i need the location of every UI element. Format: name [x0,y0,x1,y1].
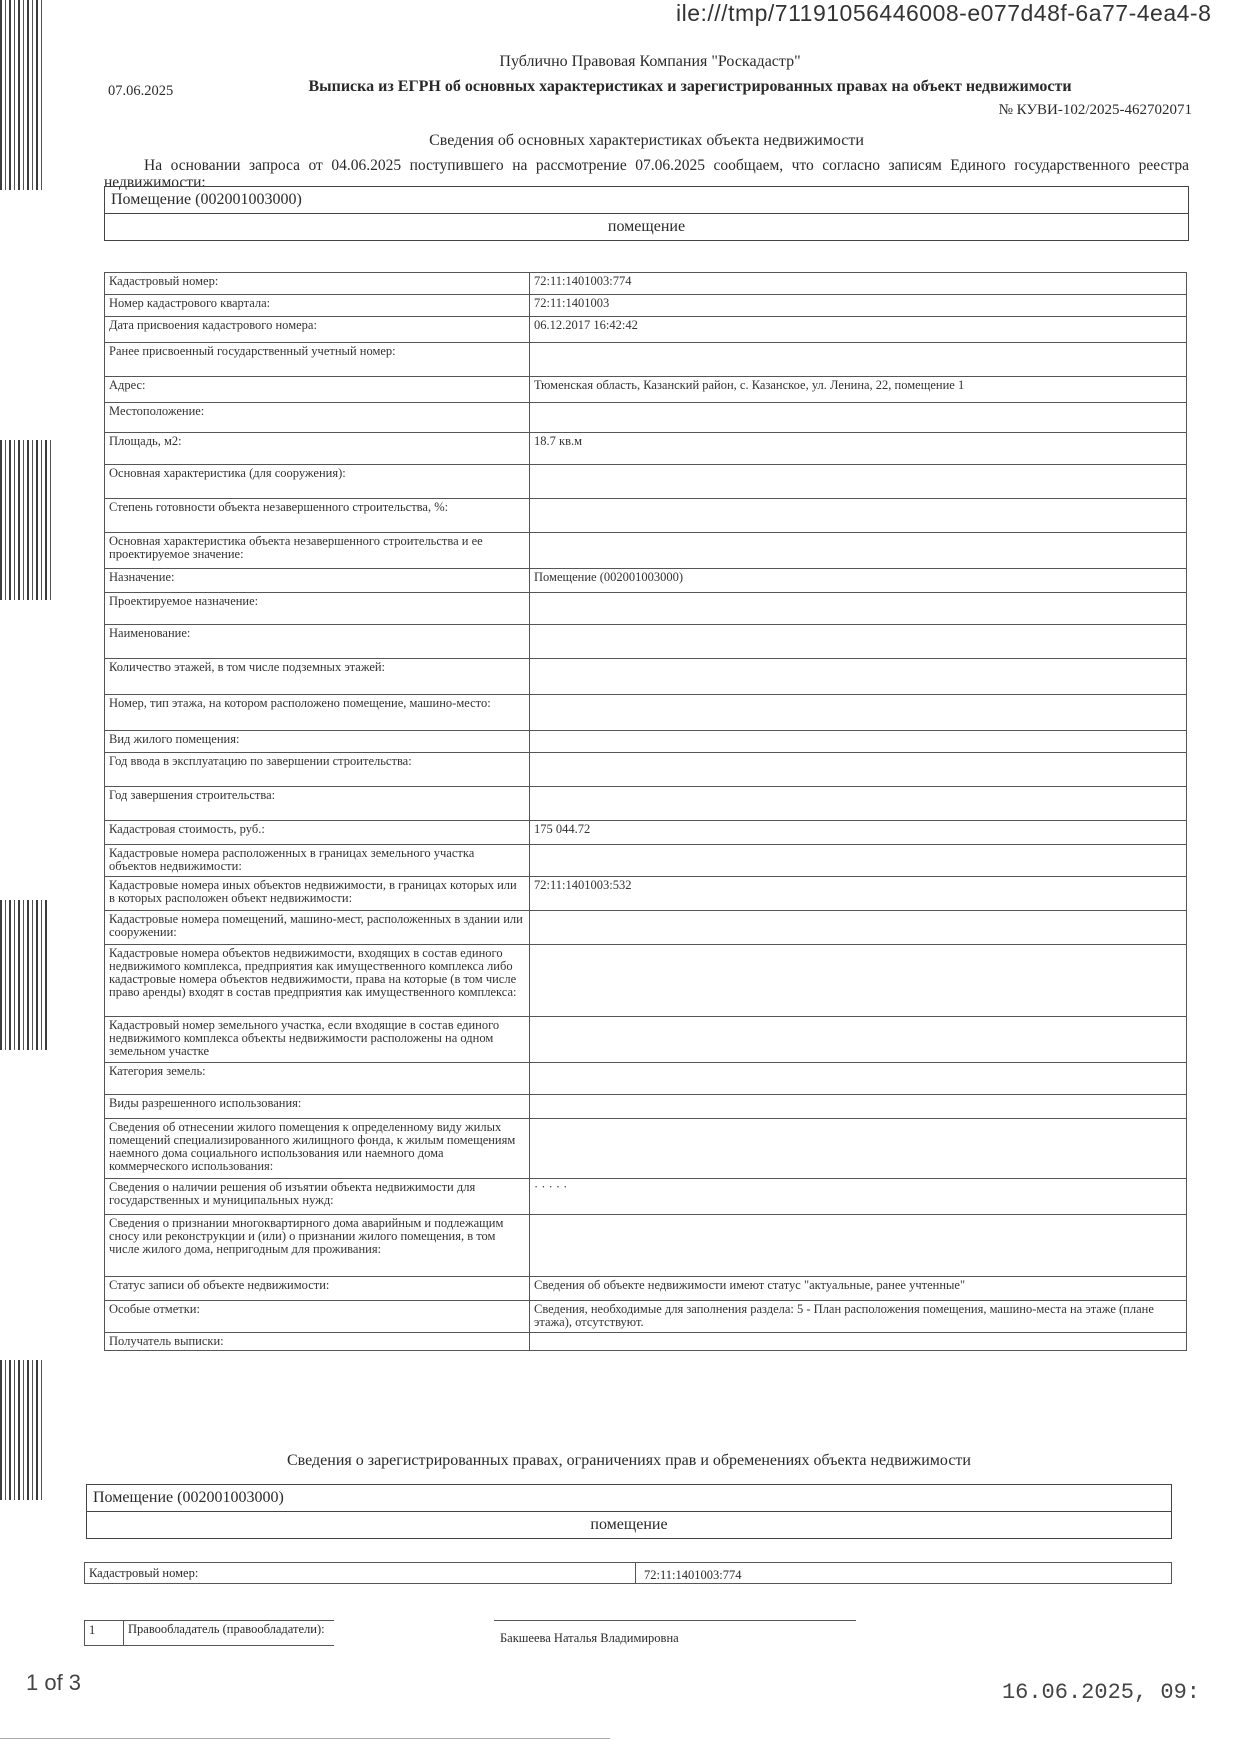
property-label: Год ввода в эксплуатацию по завершении строительства: [105,753,530,787]
property-row [105,659,1187,695]
property-value: 06.12.2017 16:42:42 [530,317,1187,343]
property-value [530,625,1187,659]
property-label: Дата присвоения кадастрового номера: [105,317,530,343]
property-value: Сведения, необходимые для заполнения раздела: 5 - План расположения помещения, машино-места на этаже (плане этажа), отсутствуют. [530,1301,1187,1333]
property-label: Проектируемое назначение: [105,593,530,625]
property-row [105,343,1187,377]
property-value [530,731,1187,753]
property-label: Виды разрешенного использования: [105,1095,530,1119]
property-label: Вид жилого помещения: [105,731,530,753]
section1-heading: Сведения об основных характеристиках объекта недвижимости [429,132,864,149]
property-value: 72:11:1401003 [530,295,1187,317]
property-value [530,1333,1187,1351]
property-label: Особые отметки: [105,1301,530,1333]
property-value: Сведения об объекте недвижимости имеют статус "актуальные, ранее учтенные" [530,1277,1187,1301]
property-row [105,433,1187,465]
property-row [105,731,1187,753]
property-row [105,1277,1187,1301]
print-timestamp: 16.06.2025, 09: [1001,1680,1200,1705]
property-value [530,343,1187,377]
property-row [105,499,1187,533]
scan-artifact [0,0,42,190]
property-row [105,1017,1187,1063]
property-row [105,1301,1187,1333]
file-url: ile:///tmp/71191056446008-e077d48f-6a77-4ea4-8 [676,0,1212,26]
property-label: Кадастровый номер земельного участка, если входящие в состав единого недвижимого комплекса объекты недвижимости расположены на одном земельном участке [105,1017,530,1063]
property-row [105,295,1187,317]
property-value: Помещение (002001003000) [530,569,1187,593]
property-value [530,695,1187,731]
property-row [105,625,1187,659]
property-row [105,569,1187,593]
property-label: Основная характеристика (для сооружения): [105,465,530,499]
page-counter: 1 of 3 [26,1670,82,1695]
property-row [105,877,1187,911]
property-label: Год завершения строительства: [105,787,530,821]
property-label: Сведения об отнесении жилого помещения к определенному виду жилых помещений специализированного жилищного фонда, к жилым помещениям наемного дома социального использования или наемного дома коммерческого использования: [105,1119,530,1179]
property-value [530,845,1187,877]
property-row [105,845,1187,877]
property-label: Местоположение: [105,403,530,433]
property-value [530,1215,1187,1277]
rights-cadastral-row [84,1562,1172,1584]
property-value [530,1017,1187,1063]
property-row [105,593,1187,625]
property-label: Степень готовности объекта незавершенного строительства, %: [105,499,530,533]
property-value [530,787,1187,821]
property-label: Площадь, м2: [105,433,530,465]
property-label: Номер кадастрового квартала: [105,295,530,317]
property-label: Категория земель: [105,1063,530,1095]
property-label: Номер, тип этажа, на котором расположено помещение, машино-место: [105,695,530,731]
property-label: Кадастровые номера помещений, машино-мест, расположенных в здании или сооружении: [105,911,530,945]
property-value: 72:11:1401003:532 [530,877,1187,911]
property-label: Адрес: [105,377,530,403]
rights-object-type: помещение [590,1516,668,1533]
property-value [530,753,1187,787]
property-row [105,821,1187,845]
property-label: Кадастровые номера объектов недвижимости, входящих в состав единого недвижимого комплекса, предприятия как имущественного комплекса либо кадастровые номера объектов недвижимости, права на которые (в том числе право аренды) входят в состав предприятия как имущественного комплекса: [105,945,530,1017]
property-row [105,1215,1187,1277]
property-value [530,465,1187,499]
properties-table [104,272,1187,1351]
section2-heading: Сведения о зарегистрированных правах, ограничениях прав и обременениях объекта недвижимости [287,1452,971,1469]
rights-object-name: Помещение (002001003000) [87,1485,1171,1512]
holder-label: Правообладатель (правообладатели): [124,1620,334,1646]
property-value: 175 044.72 [530,821,1187,845]
property-label: Кадастровый номер: [105,273,530,295]
property-row [105,1179,1187,1215]
property-label: Ранее присвоенный государственный учетный номер: [105,343,530,377]
intro-text: На основании запроса от 04.06.2025 поступившего на рассмотрение 07.06.2025 сообщаем, что согласно записям Единого государственного реестра недвижимости: [104,157,1189,191]
property-label: Статус записи об объекте недвижимости: [105,1277,530,1301]
scan-artifact [0,440,52,600]
property-value: 72:11:1401003:774 [530,273,1187,295]
property-label: Кадастровые номера расположенных в границах земельного участка объектов недвижимости: [105,845,530,877]
property-label: Наименование: [105,625,530,659]
property-label: Кадастровая стоимость, руб.: [105,821,530,845]
property-value [530,593,1187,625]
property-row [105,787,1187,821]
holder-number: 1 [84,1620,124,1646]
property-row [105,1333,1187,1351]
property-row [105,1063,1187,1095]
property-row [105,317,1187,343]
property-value [530,1063,1187,1095]
property-value [530,911,1187,945]
property-label: Количество этажей, в том числе подземных этажей: [105,659,530,695]
property-label: Сведения о наличии решения об изъятии объекта недвижимости для государственных и муниципальных нужд: [105,1179,530,1215]
document-title: Выписка из ЕГРН об основных характеристиках и зарегистрированных правах на объект недвижимости [308,78,1072,95]
property-row [105,695,1187,731]
property-value [530,499,1187,533]
document-date: 07.06.2025 [108,83,174,99]
property-row [105,403,1187,433]
property-value [530,1095,1187,1119]
holder-value: Бакшеева Наталья Владимировна [494,1620,856,1646]
property-row [105,911,1187,945]
property-row [105,465,1187,499]
object-type: помещение [607,218,686,235]
property-label: Кадастровые номера иных объектов недвижимости, в границах которых или в которых расположен объект недвижимости: [105,877,530,911]
property-value [530,945,1187,1017]
property-value: 18.7 кв.м [530,433,1187,465]
scan-artifact [0,900,48,1050]
property-label: Основная характеристика объекта незавершенного строительства и ее проектируемое значение: [105,533,530,569]
property-label: Получатель выписки: [105,1333,530,1351]
property-row [105,377,1187,403]
document-number: № КУВИ-102/2025-462702071 [998,102,1192,118]
footer-divider [0,1738,610,1739]
property-label: Сведения о признании многоквартирного дома аварийным и подлежащим сносу или реконструкции и (или) о признании жилого помещения, в том числе жилого дома, непригодным для проживания: [105,1215,530,1277]
object-box [104,186,1189,241]
property-row [105,533,1187,569]
property-row [105,273,1187,295]
holder-row [84,1620,856,1646]
object-name: Помещение (002001003000) [105,187,1188,214]
organization-name: Публично Правовая Компания "Роскадастр" [499,53,801,70]
property-label: Назначение: [105,569,530,593]
property-value [530,403,1187,433]
property-value [530,533,1187,569]
property-row [105,945,1187,1017]
property-row [105,753,1187,787]
rights-object-box [86,1484,1172,1539]
property-value [530,659,1187,695]
property-value: · · · · · [530,1179,1187,1215]
property-row [105,1095,1187,1119]
property-row [105,1119,1187,1179]
scan-artifact [0,1360,44,1500]
property-value: Тюменская область, Казанский район, с. Казанское, ул. Ленина, 22, помещение 1 [530,377,1187,403]
rights-cadastral-value: 72:11:1401003:774 [644,1568,742,1582]
rights-cadastral-label: Кадастровый номер: [85,1563,636,1583]
property-value [530,1119,1187,1179]
